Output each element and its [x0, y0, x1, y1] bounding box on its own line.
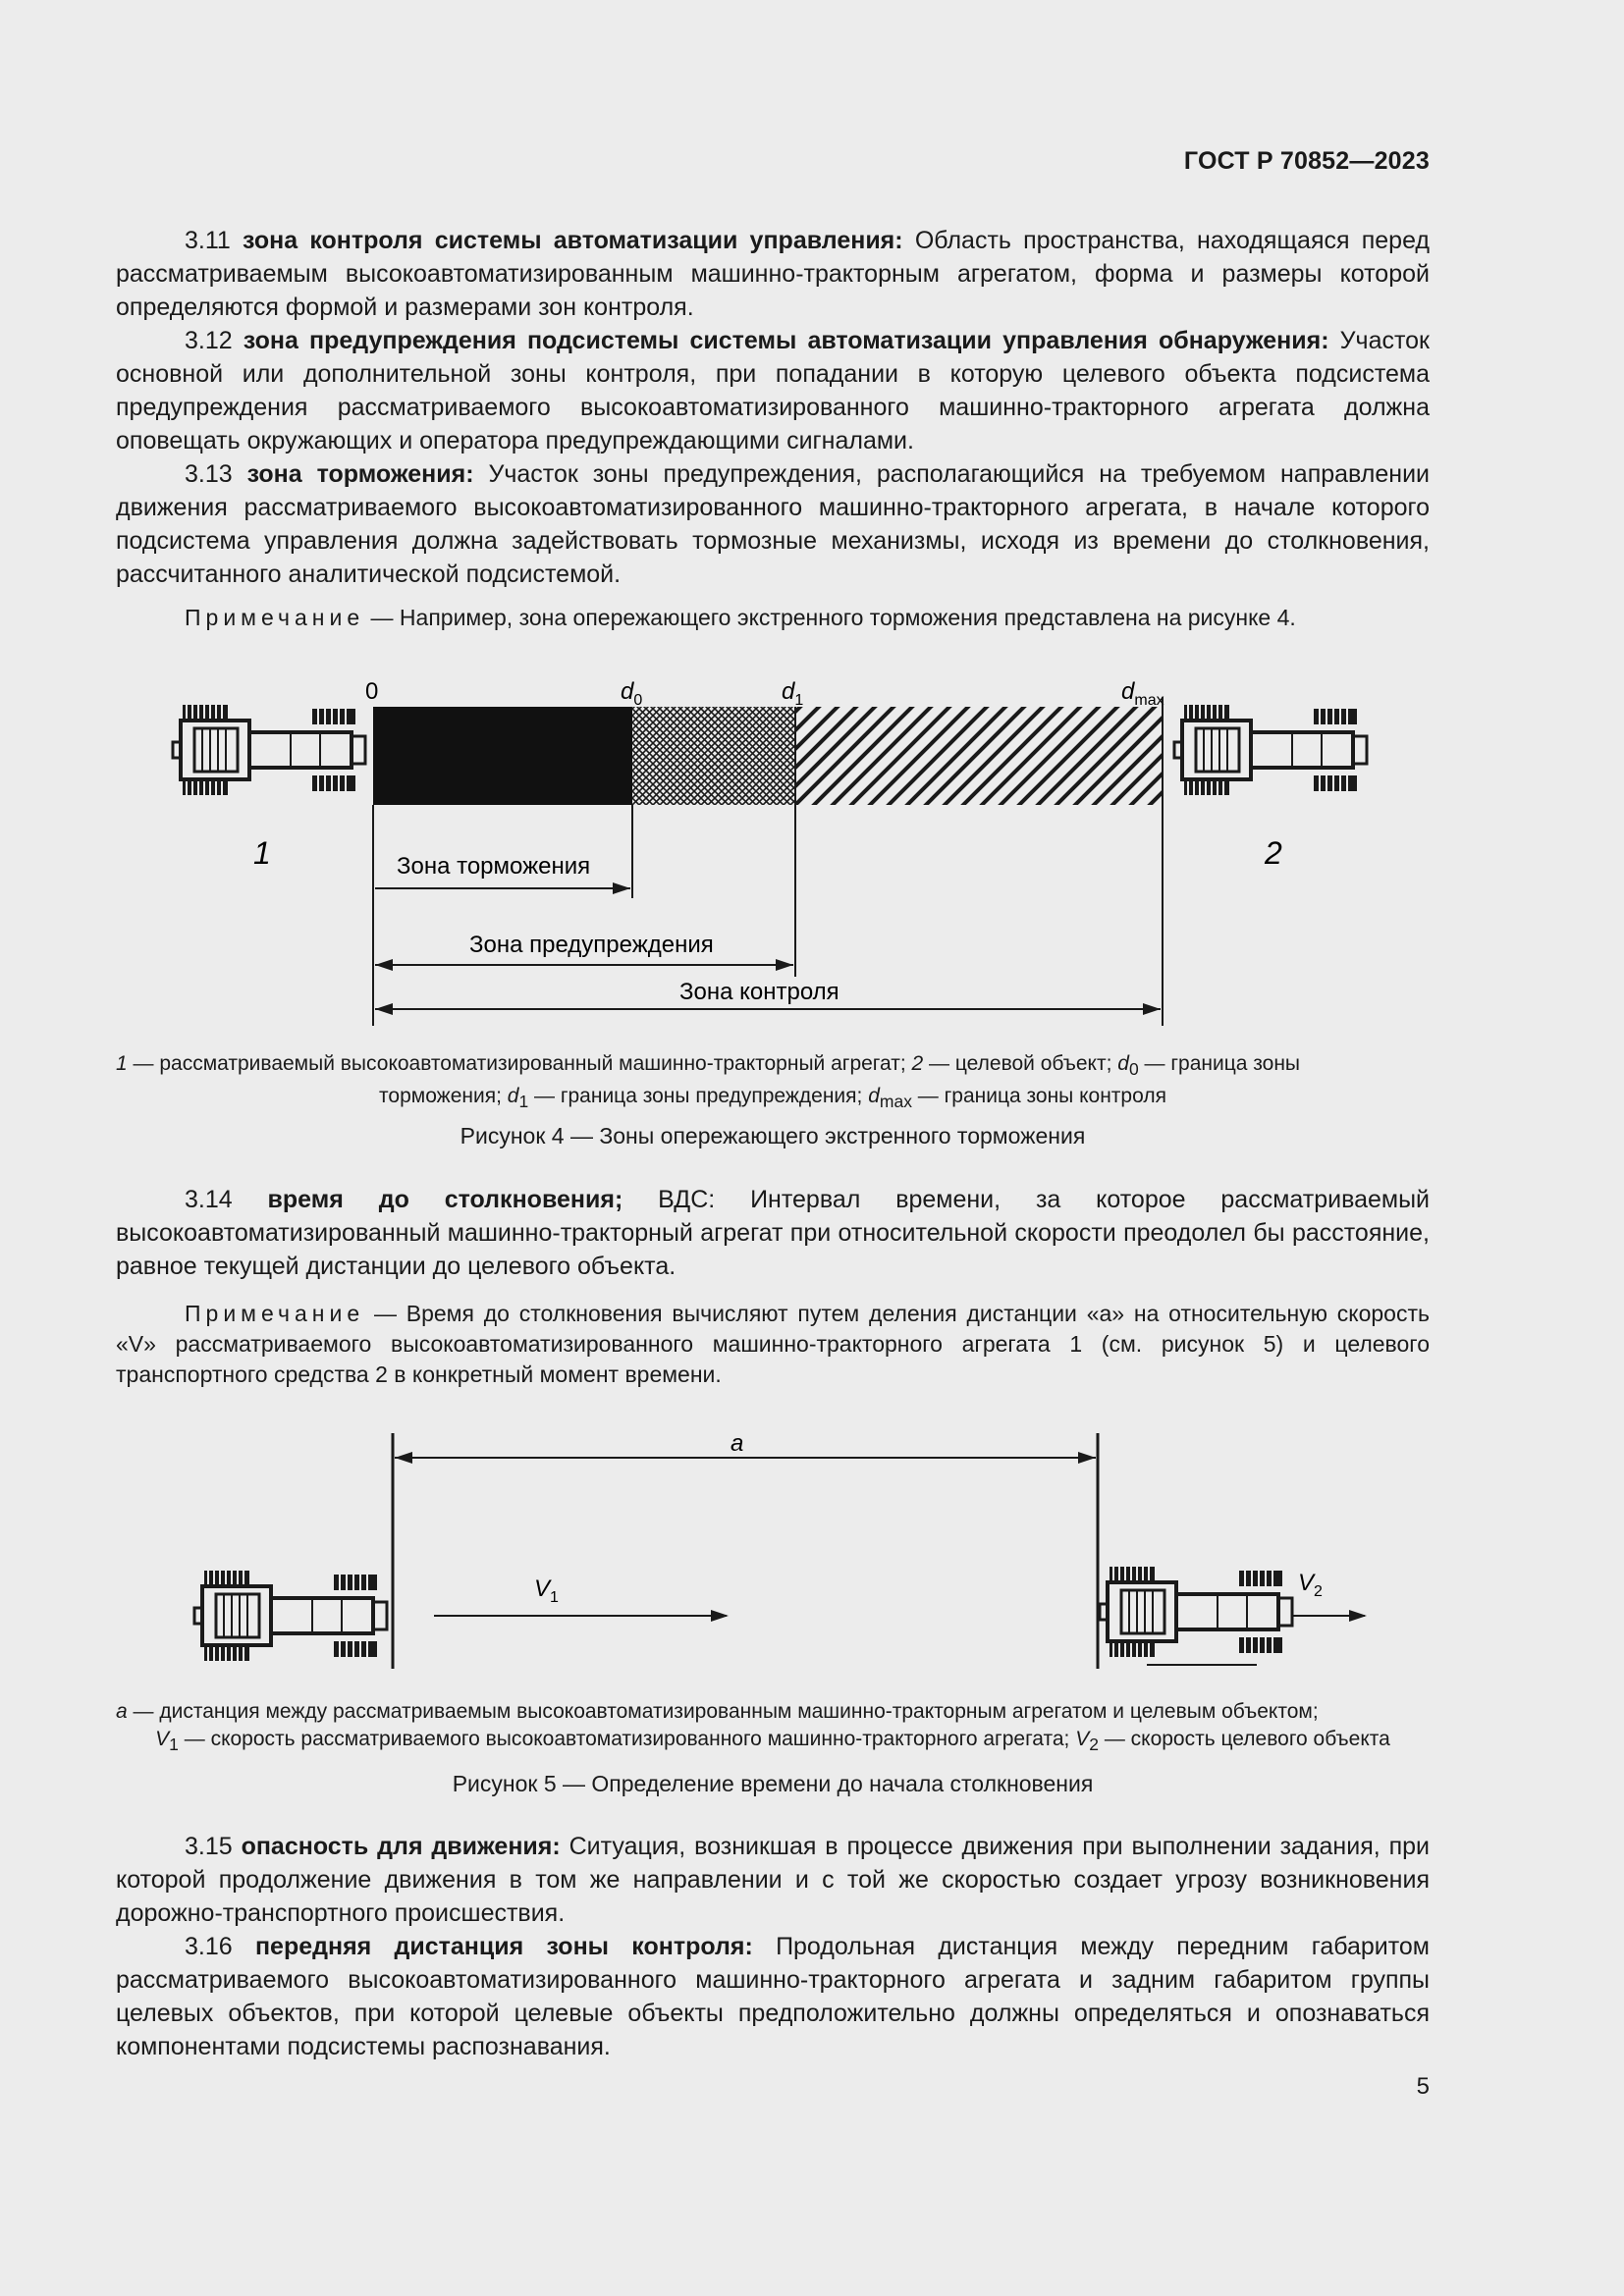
tractor-vehicle-icon: [173, 705, 365, 795]
vehicle-label: 1: [253, 835, 271, 871]
standard-number: ГОСТ Р 70852—2023: [1183, 147, 1430, 175]
figure-4-caption: Рисунок 4 — Зоны опережающего экстренного торможения: [460, 1123, 1086, 1148]
mark-zero: 0: [365, 678, 379, 705]
note-2: Примечание — Время до столкновения вычисляют путем деления дистанции «a» на относительную скорость «V» рассматриваемого высокоавтоматизированного машинно-тракторного агрегата 1 (см. рисунок 5) и целевого транспортного средства 2 в конкретный момент времени.: [116, 1301, 1430, 1387]
warning-zone-fill: [632, 707, 795, 805]
figure-5-caption: Рисунок 5 — Определение времени до начала столкновения: [452, 1771, 1094, 1796]
braking-zone-label: Зона торможения: [397, 853, 591, 880]
definition-3-13: 3.13 зона торможения: Участок зоны предупреждения, располагающийся на требуемом направлении движения рассматриваемого высокоавтоматизированного машинно-тракторного агрегата, в начале которого подсистема управления должна задействовать тормозные механизмы, исходя из времени до столкновения, рассчитанного аналитической подсистемой.: [116, 460, 1430, 588]
tractor-vehicle-icon: [194, 1571, 387, 1661]
definition-3-16: 3.16 передняя дистанция зоны контроля: Продольная дистанция между передним габаритом рассматриваемого высокоавтоматизированного машинно-тракторного агрегата и задним габаритом группы целевых объектов, при которой целевые объекты предположительно должны определяться и опознаваться компонентами подсистемы распознавания.: [116, 1933, 1430, 2060]
definition-text: Ситуация, возникшая в процессе движения при выполнении задания, при которой продолжение движения в том же направлении и с той же скоростью создает угрозу возникновения дорожно-транспортного происшествия.: [116, 1833, 1430, 1927]
mark-d0: $d_0$: [621, 678, 643, 709]
distance-label: a: [731, 1430, 744, 1457]
definition-text: Область пространства, находящаяся перед рассматриваемым высокоавтоматизированным машинно-тракторным агрегатом, форма и размеры которой определяются формой и размерами зон контроля.: [116, 227, 1431, 321]
definitions-top: [116, 224, 1430, 633]
mark-dmax: $d_{max}$: [1121, 678, 1164, 709]
definition-text: Участок зоны предупреждения, располагающийся на требуемом направлении движения рассматриваемого высокоавтоматизированного машинно-тракторного агрегата, в начале которого подсистема управления должна задействовать тормозные механизмы, исходя из времени до столкновения, рассчитанного аналитической подсистемой.: [116, 460, 1430, 588]
note-1: Примечание — Например, зона опережающего экстренного торможения представлена на рисунке 4.: [185, 605, 1296, 630]
control-zone-label: Зона контроля: [679, 979, 839, 1005]
definition-text: Участок основной или дополнительной зоны контроля, при попадании в которую целевого объекта подсистема предупреждения рассматриваемого высокоавтоматизированного машинно-тракторного агрегата должна оповещать окружающих и оператора предупреждающими сигналами.: [116, 327, 1430, 454]
figure-5-diagram: [0, 1423, 1624, 1679]
legend-line-1: 1 — рассматриваемый высокоавтоматизированный машинно-тракторный агрегат; 2 — целевой объект; $d_0$ — граница зоны: [116, 1052, 1301, 1080]
velocity-1-label: $V_1$: [534, 1575, 559, 1606]
warning-zone-label: Зона предупреждения: [469, 932, 714, 958]
legend-line-1: a — дистанция между рассматриваемым высокоавтоматизированным машинно-тракторным агрегатом и целевым объектом;: [116, 1700, 1319, 1723]
definition-3-11: 3.11 зона контроля системы автоматизации управления: Область пространства, находящаяся перед рассматриваемым высокоавтоматизированным машинно-тракторным агрегатом, форма и размеры которой определяются формой и размерами зон контроля.: [116, 227, 1431, 321]
figure-4-legend: [116, 1050, 1430, 1115]
definition-3-12: 3.12 зона предупреждения подсистемы системы автоматизации управления обнаружения: Участок основной или дополнительной зоны контроля, при попадании в которую целевого объекта подсистема предупреждения рассматриваемого высокоавтоматизированного машинно-тракторного агрегата должна оповещать окружающих и оператора предупреждающими сигналами.: [116, 327, 1430, 454]
term: зона предупреждения подсистемы системы автоматизации управления обнаружения:: [243, 327, 1329, 354]
term: время до столкновения;: [267, 1186, 623, 1213]
figure-5-legend: [116, 1698, 1430, 1758]
term: опасность для движения:: [241, 1833, 561, 1860]
mark-d1: $d_1$: [782, 678, 804, 709]
tractor-target-icon: [1174, 705, 1367, 795]
term: передняя дистанция зоны контроля:: [254, 1933, 753, 1960]
tractor-target-icon: [1100, 1567, 1292, 1657]
note-label: Примечание: [185, 1301, 365, 1326]
term: зона контроля системы автоматизации управления:: [243, 227, 903, 254]
definitions-middle: [116, 1183, 1430, 1390]
definitions-bottom: [116, 1830, 1430, 2063]
term: зона торможения:: [246, 460, 474, 488]
page-number: 5: [1416, 2073, 1430, 2100]
definition-3-14: 3.14 время до столкновения; ВДС: Интервал времени, за которое рассматриваемый высокоавтоматизированный машинно-тракторный агрегат при относительной скорости преодолел бы расстояние, равное текущей дистанции до целевого объекта.: [116, 1186, 1431, 1280]
control-zone-fill: [795, 707, 1163, 805]
note-label: Примечание: [185, 605, 365, 630]
legend-line-2: $V_1$ — скорость рассматриваемого высокоавтоматизированного машинно-тракторного агрегата; $V_2$ — скорость целевого объекта: [155, 1728, 1390, 1755]
definition-text: Продольная дистанция между передним габаритом рассматриваемого высокоавтоматизированного машинно-тракторного агрегата и задним габаритом группы целевых объектов, при которой целевые объекты предположительно должны определяться и опознаваться компонентами подсистемы распознавания.: [116, 1933, 1430, 2060]
definition-3-15: 3.15 опасность для движения: Ситуация, возникшая в процессе движения при выполнении задания, при которой продолжение движения в том же направлении и с той же скоростью создает угрозу возникновения дорожно-транспортного происшествия.: [116, 1833, 1430, 1927]
target-label: 2: [1265, 835, 1282, 871]
legend-line-2: торможения; $d_1$ — граница зоны предупреждения; $d_{max}$ — граница зоны контроля: [379, 1085, 1166, 1112]
braking-zone-fill: [373, 707, 632, 805]
figure-4-diagram: [0, 667, 1624, 1041]
definition-text: ВДС: Интервал времени, за которое рассматриваемый высокоавтоматизированный машинно-тракторный агрегат при относительной скорости преодолел бы расстояние, равное текущей дистанции до целевого объекта.: [116, 1186, 1431, 1280]
velocity-2-label: $V_2$: [1298, 1570, 1323, 1600]
